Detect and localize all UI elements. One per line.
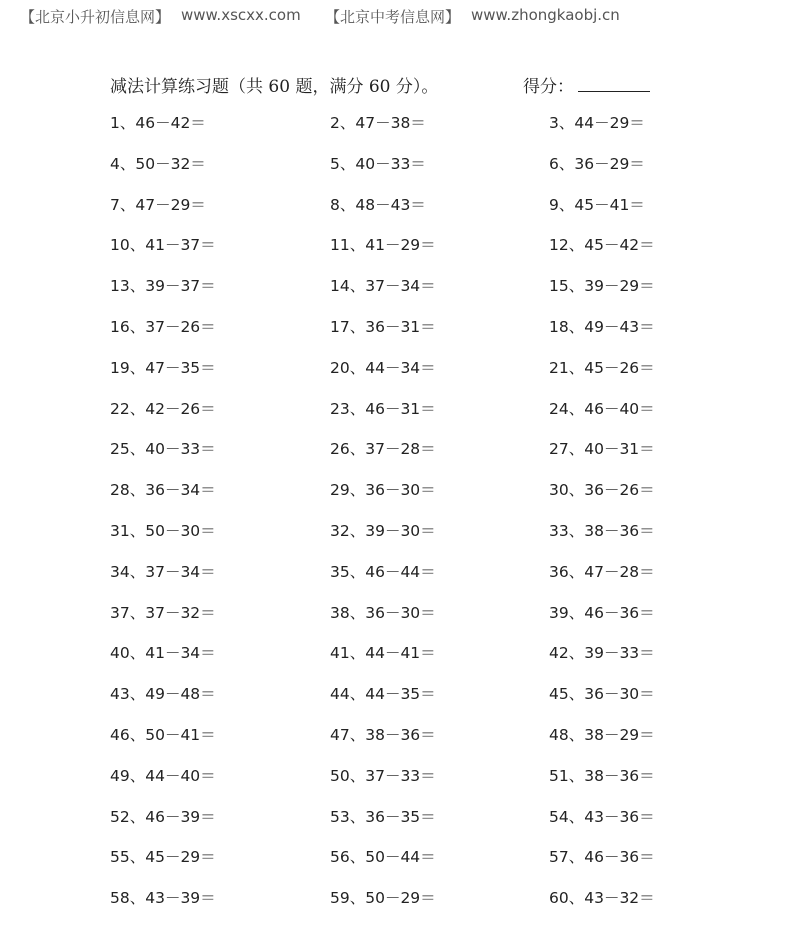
problem-item: 20、44－34＝	[330, 358, 436, 377]
problem-item: 42、39－33＝	[549, 644, 655, 663]
problem-item: 35、46－44＝	[330, 562, 436, 581]
problem-item: 54、43－36＝	[549, 807, 655, 826]
problem-item: 4、50－32＝	[110, 154, 206, 173]
problem-item: 41、44－41＝	[330, 644, 436, 663]
problem-item: 44、44－35＝	[330, 685, 436, 704]
problem-item: 17、36－31＝	[330, 318, 436, 336]
problem-item: 30、36－26＝	[549, 481, 655, 500]
problem-item: 33、38－36＝	[549, 522, 655, 540]
problem-item: 29、36－30＝	[330, 481, 436, 500]
problem-item: 18、49－43＝	[549, 318, 655, 336]
problem-item: 3、44－29＝	[549, 114, 645, 132]
site1-url[interactable]: www.xscxx.com	[181, 6, 301, 24]
problem-item: 43、49－48＝	[110, 685, 216, 704]
problem-item: 50、37－33＝	[330, 766, 436, 785]
problem-item: 47、38－36＝	[330, 726, 436, 744]
problem-item: 5、40－33＝	[330, 154, 426, 173]
problem-item: 51、38－36＝	[549, 766, 655, 785]
problem-item: 31、50－30＝	[110, 522, 216, 540]
site2-name: 【北京中考信息网】	[325, 8, 461, 26]
problem-item: 48、38－29＝	[549, 726, 655, 744]
problem-item: 25、40－33＝	[110, 440, 216, 459]
problem-item: 12、45－42＝	[549, 236, 655, 255]
problem-item: 38、36－30＝	[330, 603, 436, 622]
problem-item: 34、37－34＝	[110, 562, 216, 581]
problem-item: 23、46－31＝	[330, 399, 436, 418]
problem-item: 14、37－34＝	[330, 277, 436, 296]
problem-item: 45、36－30＝	[549, 685, 655, 704]
problem-item: 46、50－41＝	[110, 726, 216, 744]
problem-item: 2、47－38＝	[330, 114, 426, 132]
problem-item: 36、47－28＝	[549, 562, 655, 581]
problem-item: 57、46－36＝	[549, 848, 655, 867]
problem-item: 9、45－41＝	[549, 195, 645, 214]
score-blank[interactable]	[578, 91, 650, 92]
problem-item: 27、40－31＝	[549, 440, 655, 459]
problem-item: 8、48－43＝	[330, 195, 426, 214]
problem-item: 37、37－32＝	[110, 603, 216, 622]
score-label: 得分：	[523, 77, 574, 97]
problem-item: 10、41－37＝	[110, 236, 216, 255]
problem-item: 28、36－34＝	[110, 481, 216, 500]
problem-item: 21、45－26＝	[549, 358, 655, 377]
page-title: 减法计算练习题（共 60 题，满分 60 分）。	[110, 77, 439, 97]
header	[0, 6, 785, 28]
problem-item: 15、39－29＝	[549, 277, 655, 296]
problem-item: 40、41－34＝	[110, 644, 216, 663]
problem-item: 55、45－29＝	[110, 848, 216, 867]
problem-item: 53、36－35＝	[330, 807, 436, 826]
problem-item: 32、39－30＝	[330, 522, 436, 540]
problem-item: 58、43－39＝	[110, 889, 216, 908]
problem-item: 19、47－35＝	[110, 358, 216, 377]
problem-item: 22、42－26＝	[110, 399, 216, 418]
site2-url[interactable]: www.zhongkaobj.cn	[471, 6, 620, 24]
problem-item: 60、43－32＝	[549, 889, 655, 908]
site1-name: 【北京小升初信息网】	[20, 8, 171, 26]
problem-item: 49、44－40＝	[110, 766, 216, 785]
problem-item: 59、50－29＝	[330, 889, 436, 908]
problem-item: 52、46－39＝	[110, 807, 216, 826]
problem-item: 56、50－44＝	[330, 848, 436, 867]
problem-item: 13、39－37＝	[110, 277, 216, 296]
problem-item: 16、37－26＝	[110, 318, 216, 336]
problem-item: 39、46－36＝	[549, 603, 655, 622]
problem-item: 26、37－28＝	[330, 440, 436, 459]
problem-item: 11、41－29＝	[330, 236, 436, 255]
problem-item: 1、46－42＝	[110, 114, 206, 132]
problem-item: 24、46－40＝	[549, 399, 655, 418]
title-row	[110, 72, 670, 96]
problem-item: 6、36－29＝	[549, 154, 645, 173]
problem-item: 7、47－29＝	[110, 195, 206, 214]
